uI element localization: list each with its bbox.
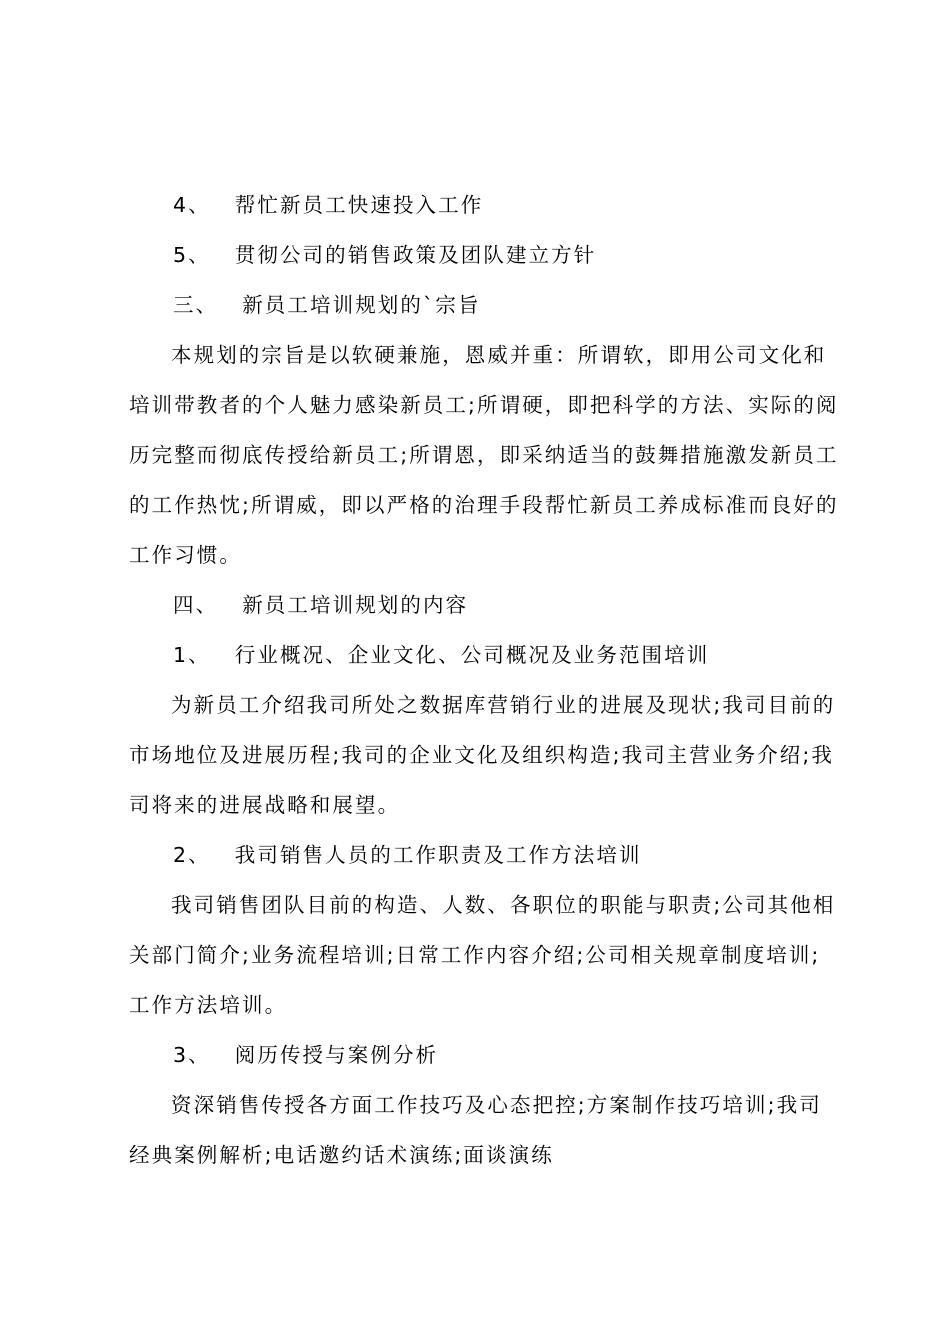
list-text: 行业概况、企业文化、公司概况及业务范围培训	[234, 643, 710, 667]
paragraph-line: 司将来的进展战略和展望。	[129, 793, 401, 817]
list-text: 阅历传授与案例分析	[234, 1043, 439, 1067]
list-number: 4、	[173, 193, 211, 217]
paragraph-line: 培训带教者的个人魅力感染新员工;所谓硬，即把科学的方法、实际的阅	[129, 393, 839, 417]
paragraph-line: 本规划的宗旨是以软硬兼施，恩威并重：所谓软，即用公司文化和	[171, 343, 827, 367]
paragraph-line: 为新员工介绍我司所处之数据库营销行业的进展及现状;我司目前的	[171, 693, 836, 717]
paragraph-line: 资深销售传授各方面工作技巧及心态把控;方案制作技巧培训;我司	[171, 1093, 822, 1117]
paragraph-line: 的工作热忱;所谓威，即以严格的治理手段帮忙新员工养成标准而良好的	[129, 493, 839, 517]
paragraph-line: 经典案例解析;电话邀约话术演练;面谈演练	[129, 1143, 554, 1167]
list-item-2	[173, 842, 642, 868]
list-text: 我司销售人员的工作职责及工作方法培训	[234, 843, 642, 867]
list-number: 5、	[173, 243, 211, 267]
list-text: 贯彻公司的销售政策及团队建立方针	[234, 243, 597, 267]
list-item-1	[173, 642, 709, 668]
list-number: 3、	[173, 1043, 211, 1067]
section-heading-3	[173, 292, 481, 318]
section-heading-4	[173, 592, 468, 618]
list-item-5	[173, 242, 596, 268]
paragraph-line: 市场地位及进展历程;我司的企业文化及组织构造;我司主营业务介绍;我	[129, 743, 835, 767]
list-text: 帮忙新员工快速投入工作	[234, 193, 484, 217]
list-item-3	[173, 1042, 438, 1068]
paragraph-line: 工作习惯。	[129, 543, 242, 567]
list-number: 1、	[173, 643, 211, 667]
section-number: 四、	[173, 593, 219, 617]
paragraph-line: 工作方法培训。	[129, 993, 288, 1017]
paragraph-line: 我司销售团队目前的构造、人数、各职位的职能与职责;公司其他相	[171, 893, 836, 917]
paragraph-line: 关部门简介;业务流程培训;日常工作内容介绍;公司相关规章制度培训;	[129, 943, 821, 967]
section-title: 新员工培训规划的`宗旨	[242, 293, 481, 317]
list-number: 2、	[173, 843, 211, 867]
list-item-4	[173, 192, 483, 218]
section-title: 新员工培训规划的内容	[242, 593, 469, 617]
section-number: 三、	[173, 293, 219, 317]
paragraph-line: 历完整而彻底传授给新员工;所谓恩，即采纳适当的鼓舞措施激发新员工	[129, 443, 839, 467]
